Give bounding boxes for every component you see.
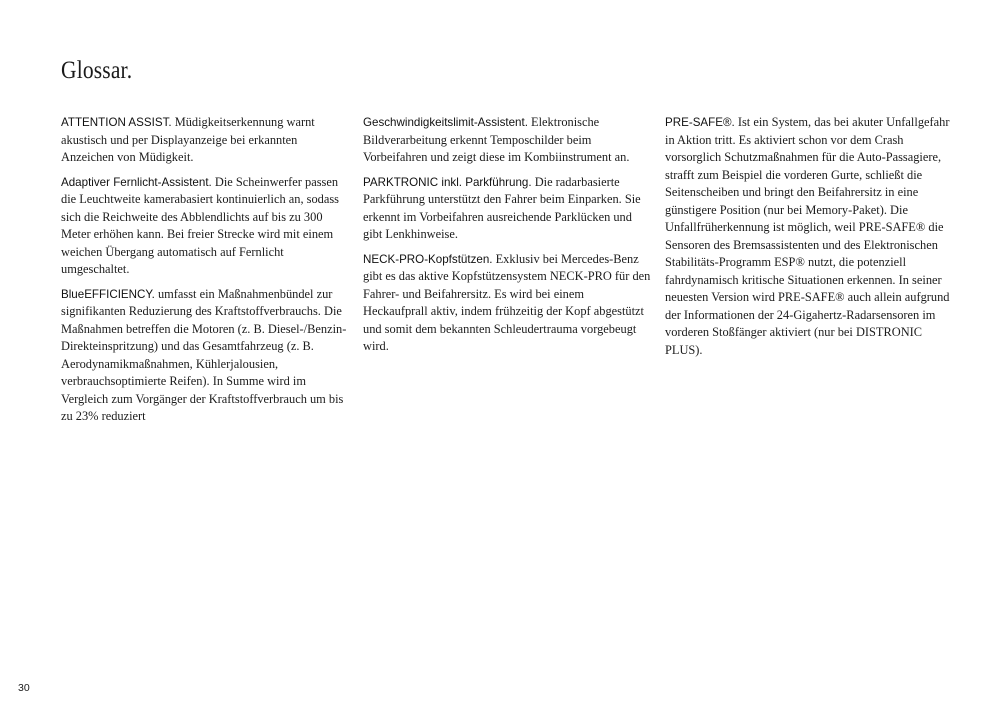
page-number: 30 [18, 682, 30, 694]
glossary-term: PRE-SAFE®. [665, 116, 735, 129]
glossary-definition: Ist ein System, das bei akuter Unfallgefahr in Aktion tritt. Es aktiviert schon vor dem Crash vorsorglich Schutzmaßnahmen für die Auto-Passagiere, strafft zum Beispiel die vorderen Gurte, schließt die Seitenscheiben und bringt den Beifahrersitz in eine günstigere Position (nur bei Memory-Paket). Die Unfallfrüherkennung ist möglich, weil PRE-SAFE® die Sensoren des Bremsassistenten und des Elektronischen Stabilitäts-Programm ESP® nutzt, die potenziell fahrdynamisch kritische Situationen erkennen. In seiner neuesten Version wird PRE-SAFE® auch allein aufgrund der Informationen der 24-Gigahertz-Radarsensoren im vorderen Stoßfänger aktiviert (nur bei DISTRONIC PLUS). [665, 115, 950, 357]
glossary-definition: Elektronische Bildverarbeitung erkennt Temposchilder beim Vorbeifahren und zeigt diese im Kombiinstrument an. [363, 115, 630, 164]
glossary-term: Geschwindigkeitslimit-Assistent. [363, 116, 528, 129]
glossary-entry-blueefficiency [61, 286, 349, 426]
glossary-term: Adaptiver Fernlicht-Assistent. [61, 175, 212, 189]
glossary-column-2 [363, 114, 651, 363]
glossary-definition: Exklusiv bei Mercedes-Benz gibt es das aktive Kopfstützensystem NECK-PRO für den Fahrer- und Beifahrersitz. Es wird bei einem Heckaufprall aktiv, indem frühzeitig der Kopf abgestützt und somit dem bekannten Schleudertrauma vorgebeugt wird. [363, 251, 651, 353]
glossary-entry-pre-safe [665, 114, 953, 359]
glossary-column-1 [61, 114, 349, 433]
glossary-term: NECK-PRO-Kopfstützen. [363, 252, 493, 266]
glossary-column-3 [665, 114, 953, 366]
page-title: Glossar. [61, 57, 133, 84]
glossary-term: PARKTRONIC inkl. Parkführung. [363, 175, 532, 189]
glossary-entry-neck-pro [363, 251, 651, 356]
glossary-entry-geschwindigkeitslimit-assistent [363, 114, 651, 167]
glossary-entry-adaptiver-fernlicht-assistent [61, 174, 349, 279]
glossary-term: ATTENTION ASSIST. [61, 116, 172, 129]
glossary-term: BlueEFFICIENCY. [61, 287, 155, 301]
glossary-definition: Die radarbasierte Parkführung unterstützt den Fahrer beim Einparken. Sie erkennt im Vorbeifahren ausreichende Parklücken und gibt Lenkhinweise. [363, 174, 641, 241]
glossary-entry-attention-assist [61, 114, 349, 167]
glossary-definition: umfasst ein Maßnahmenbündel zur signifikanten Reduzierung des Kraftstoffverbrauchs. Die Maßnahmen betreffen die Motoren (z. B. Diesel-/Benzin-Direkteinspritzung) und das Gesamtfahrzeug (z. B. Aerodynamikmaßnahmen, Kühlerjalousien, verbrauchsoptimierte Reifen). In Summe wird im Vergleich zum Vorgänger der Kraftstoffverbrauch um bis zu 23% reduziert [61, 286, 347, 423]
glossary-entry-parktronic [363, 174, 651, 244]
glossary-definition: Müdigkeitserkennung warnt akustisch und per Displayanzeige bei erkannten Anzeichen von Müdigkeit. [61, 115, 315, 164]
glossary-definition: Die Scheinwerfer passen die Leuchtweite kamerabasiert kontinuierlich an, sodass sich die Reichweite des Abblendlichts auf bis zu 300 Meter erhöhen kann. Bei freier Strecke wird mit einem weichen Übergang automatisch auf Fernlicht umgeschaltet. [61, 174, 340, 276]
